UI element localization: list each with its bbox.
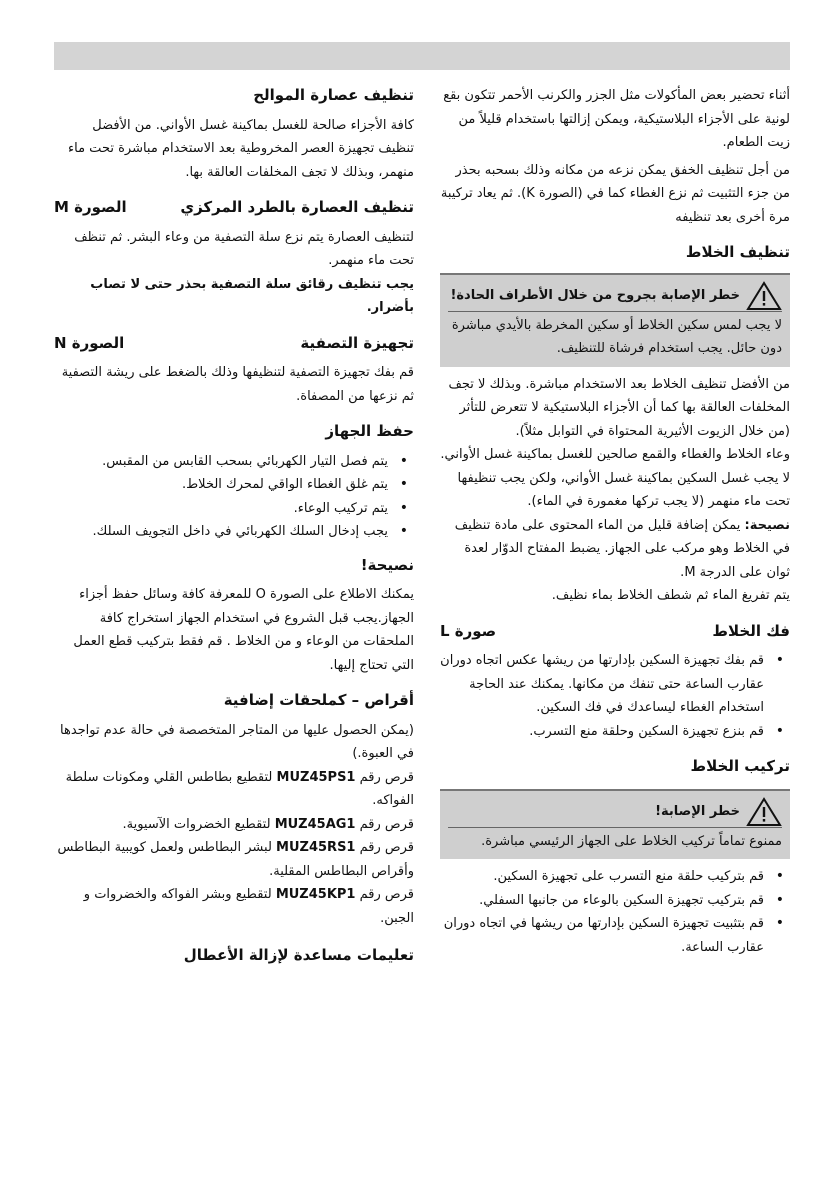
discs-intro: (يمكن الحصول عليها من المتاجر المتخصصة في حالة عدم تواجدها في العبوة.) [60,722,414,761]
list-item: • يتم فصل التيار الكهربائي بسحب القابس من المقبس. [54,450,388,474]
juicer-heading: تنظيف عصارة الموالح [253,86,414,104]
clean-blender-heading: تنظيف الخلاط [685,243,790,261]
disc-prefix: قرص رقم [355,816,414,832]
filter-heading: تجهيزة التصفية [300,333,414,352]
warning-title: خطر الإصابة! [655,803,740,819]
disc-item [54,766,414,813]
warning-title: خطر الإصابة بجروح من خلال الأطراف الحادة! [450,287,740,303]
clean-paragraph-2: وعاء الخلاط والغطاء والقمع صالحين للغسل بماكينة غسل الأواني. [440,447,790,462]
disc-item [54,813,414,837]
dismantle-list [440,649,790,743]
warning-body: لا يجب لمس سكين الخلاط أو سكين المخرطة بالأيدي مباشرة دون حائل. يجب استخدام فرشاة للتنظيف. [448,311,782,361]
list-item: • يجب إدخال السلك الكهربائي في داخل التجويف السلك. [54,520,388,544]
filter-paragraph: قم بفك تجهيزة التصفية لتنظيفها وذلك بالضغط على ريشة التصفية ثم نزعها من المصفاة. [61,365,414,404]
centrifugal-warning: يجب تنظيف رقائق سلة التصفية بحذر حتى لا تصاب بأضرار. [90,276,414,315]
storage-heading: حفظ الجهاز [325,422,414,440]
centrifugal-figure-ref: الصورة M [54,198,127,216]
list-item: • قم بنزع تجهيزة السكين وحلقة منع التسرب. [440,720,764,744]
disc-prefix: قرص رقم [355,840,414,855]
disc-code: MUZ45RS1 [276,840,356,855]
disc-description: لتقطيع بطاطس القلي ومكونات سلطة الفواكه. [65,769,414,808]
juicer-paragraph: كافة الأجزاء صالحة للغسل بماكينة غسل الأواني. من الأفضل تنظيف تجهيزة العصر المخروطية بعد الاستخدام مباشرة تحت ماء منهمر، وبذلك لا تجف المخلفات العالقة بها. [68,117,414,180]
whisk-paragraph: من أجل تنظيف الخفق يمكن نزعه من مكانه وذلك بسحبه بحذر من جزء التثبيت ثم نزع الغطاء كما في (الصورة K). ثم يعاد تركيبة مرة أخرى بعد تنظيفه [440,162,790,225]
list-item: • قم بتركيب حلقة منع التسرب على تجهيزة السكين. [440,865,764,889]
tip-paragraph: يمكنك الاطلاع على الصورة O للمعرفة كافة وسائل حفظ أجزاء الجهاز.يجب قبل الشروع في استخدام الجهاز استخراج كافة الملحقات من الوعاء و من الخلاط . قم فقط بتركيب قطع العمل التي تحتاج إليها. [73,587,414,673]
dismantle-heading: فك الخلاط [712,621,790,640]
warning-triangle-icon [746,281,782,311]
disc-code: MUZ45PS1 [276,769,356,785]
clean-paragraph-4: يتم تفريغ الماء ثم شطف الخلاط بماء نظيف. [551,588,790,603]
disc-code: MUZ45AG1 [274,816,356,832]
warning-box-injury [440,789,790,860]
warning-body: ممنوع تماماً تركيب الخلاط على الجهاز الرئيسي مباشرة. [448,827,782,854]
clean-paragraph-1: من الأفضل تنظيف الخلاط بعد الاستخدام مباشرة. وبذلك لا تجف المخلفات العالقة بها كما أن الأجزاء البلاستيكية لا تتعرض للتأثر (من خلال الزيوت الأثيرية المحتواة في التوابل مثلاً). [448,376,790,439]
left-column [54,84,414,974]
disc-description: لتقطيع وبشر الفواكه والخضروات و الجبن. [83,887,414,926]
list-item: • قم بتثبيت تجهيزة السكين بإدارتها من ريشها في اتجاه دوران عقارب الساعة. [440,912,764,959]
troubleshooting-heading: تعليمات مساعدة لإزالة الأعطال [183,946,414,964]
clean-paragraph-3: لا يجب غسل السكين بماكينة غسل الأواني، ولكن يجب تنظيفها تحت ماء منهمر (لا يجب تركها مغمورة في الماء). [457,470,790,509]
list-item: • قم بتركيب تجهيزة السكين بالوعاء من جانبها السفلي. [440,889,764,913]
dismantle-figure-ref: صورة L [440,621,497,640]
intro-paragraph: أثناء تحضير بعض المأكولات مثل الجزر والكرنب الأحمر تتكون بقع لونية على الأجزاء البلاستيكية، ويمكن إزالتها باستخدام قليلاً من زيت الطعام. [443,88,790,150]
assemble-list [440,865,790,959]
warning-triangle-icon [746,797,782,827]
disc-item [54,883,414,930]
discs-heading: أقراص – كملحقات إضافية [223,691,414,709]
centrifugal-heading: تنظيف العصارة بالطرد المركزي [180,198,414,216]
centrifugal-paragraph: لتنظيف العصارة يتم نزع سلة التصفية من وعاء البشر. ثم تنظف تحت ماء منهمر. [74,229,414,268]
disc-description: لتقطيع الخضروات الآسيوية. [122,816,275,832]
warning-box-cuts [440,273,790,367]
list-item: • يتم غلق الغطاء الواقي لمحرك الخلاط. [54,473,388,497]
disc-code: MUZ45KP1 [275,887,356,902]
header-bar [54,42,790,70]
right-column [440,84,790,959]
disc-prefix: قرص رقم [355,769,414,785]
tip-heading: نصيحة! [360,555,414,574]
assemble-heading: تركيب الخلاط [690,757,790,775]
list-item: • يتم تركيب الوعاء. [54,497,388,521]
tip-text: يمكن إضافة قليل من الماء المحتوى على مادة تنظيف في الخلاط وهو مركب على الجهاز. يضبط المفتاح الدوّار لعدة ثوان على الدرجة M. [454,517,790,580]
storage-list [54,450,414,544]
disc-description: لبشر البطاطس ولعمل كويبية البطاطس وأقراص البطاطس المقلية. [57,840,414,879]
tip-label: نصيحة: [744,517,790,533]
list-item: • قم بفك تجهيزة السكين بإدارتها من ريشها عكس اتجاه دوران عقارب الساعة حتى تنفك من مكانها. يمكنك عند الحاجة استخدام الغطاء ليساعدك في فك السكين. [440,649,764,720]
disc-prefix: قرص رقم [355,887,414,902]
disc-item [54,836,414,883]
filter-figure-ref: الصورة N [54,333,125,352]
tip-paragraph [440,514,790,585]
